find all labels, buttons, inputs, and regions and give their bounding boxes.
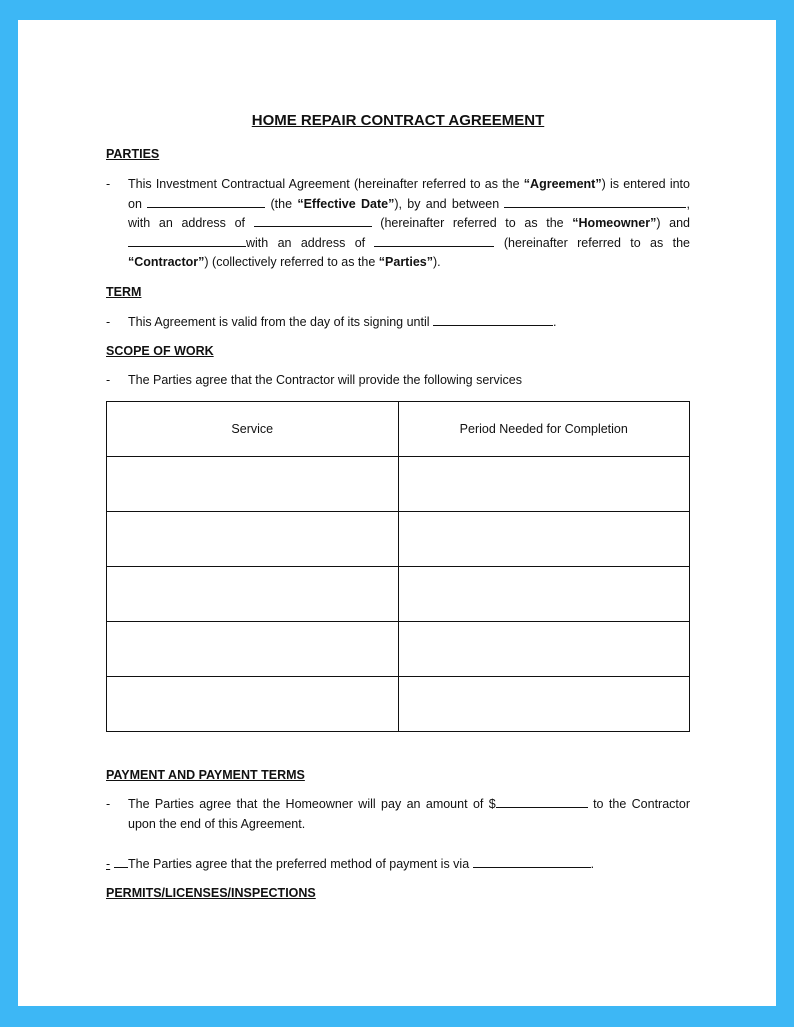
payment-method-text: The Parties agree that the preferred method of payment is via .: [128, 855, 690, 875]
document-page: [18, 20, 776, 1006]
term-heading: TERM: [106, 285, 142, 299]
contractor-name-blank[interactable]: [128, 234, 246, 247]
service-cell[interactable]: [107, 567, 399, 622]
term-paragraph: [106, 313, 690, 333]
period-cell[interactable]: [398, 457, 690, 512]
term-text: This Agreement is valid from the day of its signing until .: [128, 315, 557, 329]
service-column-header: Service: [107, 402, 399, 457]
parties-paragraph: [106, 175, 690, 273]
period-cell[interactable]: [398, 512, 690, 567]
table-header-row: [107, 402, 690, 457]
payment-heading: PAYMENT AND PAYMENT TERMS: [106, 768, 305, 782]
effective-date-blank[interactable]: [147, 195, 265, 208]
table-row: [107, 622, 690, 677]
service-cell[interactable]: [107, 622, 399, 677]
period-cell[interactable]: [398, 677, 690, 732]
service-cell[interactable]: [107, 677, 399, 732]
service-cell[interactable]: [107, 512, 399, 567]
term-end-date-blank[interactable]: [433, 313, 553, 326]
table-row: [107, 677, 690, 732]
period-cell[interactable]: [398, 567, 690, 622]
table-row: [107, 457, 690, 512]
underline-mark: [114, 855, 128, 868]
contractor-address-blank[interactable]: [374, 234, 494, 247]
scope-text: The Parties agree that the Contractor will provide the following services: [128, 373, 522, 387]
scope-paragraph: [106, 371, 690, 391]
table-row: [107, 512, 690, 567]
homeowner-address-blank[interactable]: [254, 214, 372, 227]
parties-text: This Investment Contractual Agreement (hereinafter referred to as the “Agreement”) is entered into on (the “Effective Date”), by and between , with an address of (hereinafter referred to as the “Homeowner”) and with an address of (hereinafter referred to as the “Contractor”) (collectively referred to as the “Parties”).: [128, 177, 691, 269]
parties-heading: PARTIES: [106, 147, 160, 161]
payment-amount-blank[interactable]: [496, 795, 588, 808]
bullet-dash: -: [106, 177, 111, 191]
payment-method-blank[interactable]: [473, 855, 591, 868]
payment-method-paragraph: [106, 855, 690, 875]
payment-amount-paragraph: [106, 795, 690, 834]
bullet-dash: -: [106, 315, 111, 329]
bullet-dash: -: [106, 857, 111, 871]
homeowner-name-blank[interactable]: [504, 195, 686, 208]
service-cell[interactable]: [107, 457, 399, 512]
bullet-dash: -: [106, 797, 111, 811]
bullet-dash: -: [106, 373, 111, 387]
scope-heading: SCOPE OF WORK: [106, 344, 214, 358]
table-row: [107, 567, 690, 622]
payment-amount-text: The Parties agree that the Homeowner will pay an amount of $ to the Contractor upon the end of this Agreement.: [128, 797, 691, 831]
period-column-header: Period Needed for Completion: [398, 402, 690, 457]
document-title: HOME REPAIR CONTRACT AGREEMENT: [251, 112, 545, 129]
permits-heading: PERMITS/LICENSES/INSPECTIONS: [106, 886, 316, 900]
period-cell[interactable]: [398, 622, 690, 677]
services-table: [106, 401, 690, 732]
